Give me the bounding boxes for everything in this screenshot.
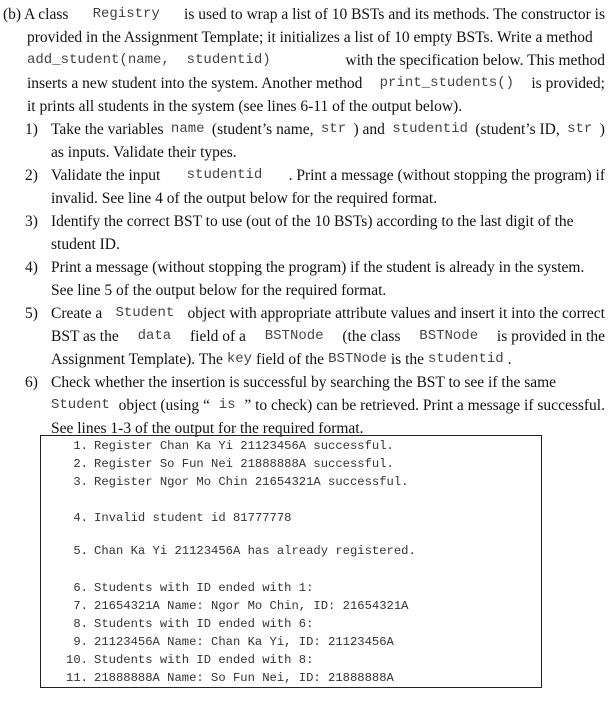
output-line-text: 21654321A Name: Ngor Mo Chin, ID: 21654321A: [94, 599, 409, 613]
output-line: [61, 542, 416, 560]
inline-code: is: [218, 397, 236, 413]
item-text: Take the variables: [51, 121, 164, 138]
output-line-number: 8.: [73, 617, 88, 631]
inline-code: name: [170, 121, 205, 137]
item-line: [51, 256, 605, 279]
item-line: [51, 394, 605, 417]
output-line: [61, 579, 313, 597]
item-line: [51, 118, 605, 141]
intro-line: [3, 95, 605, 118]
inline-code: BSTNode: [419, 328, 479, 344]
item-text: is the: [390, 351, 425, 368]
output-line-text: Register Chan Ka Yi 21123456A successful.: [94, 439, 394, 453]
output-line: [61, 509, 291, 527]
item-line: [51, 279, 605, 302]
item-line: [51, 325, 605, 348]
output-line-number: 2.: [73, 457, 88, 471]
output-line: [61, 455, 394, 473]
item-text: . Print a message (without stopping the program) if: [288, 167, 605, 184]
item-text: object (using “: [118, 397, 210, 414]
output-line-text: Students with ID ended with 6:: [94, 617, 314, 631]
intro-code: print_students(): [379, 75, 515, 91]
inline-code: studentid: [392, 121, 468, 137]
inline-code: data: [137, 328, 172, 344]
inline-code: studentid: [428, 351, 504, 367]
intro-line: [3, 26, 605, 49]
inline-code: Student: [51, 397, 110, 413]
output-line-text: Register Ngor Mo Chin 21654321A successful.: [94, 475, 409, 489]
inline-code: str: [320, 121, 347, 137]
output-line: [61, 633, 394, 651]
item-number: 1): [25, 121, 38, 138]
item-number: 4): [25, 259, 38, 276]
requirement-item: [25, 164, 605, 210]
item-number: 2): [25, 167, 38, 184]
item-number: 5): [25, 305, 38, 322]
output-line-text: Students with ID ended with 8:: [94, 653, 314, 667]
output-line-number: 6.: [73, 581, 88, 595]
item-text: (student’s ID,: [475, 121, 560, 138]
item-text: is provided in the: [496, 328, 605, 345]
item-text: ” to check) can be retrieved. Print a message if successful.: [244, 397, 605, 414]
item-text: object with appropriate attribute values and insert it into the correct: [187, 305, 605, 322]
output-line-number: 5.: [73, 544, 88, 558]
requirement-item: [25, 302, 605, 371]
item-text: student ID.: [51, 236, 120, 253]
requirements-list: [25, 118, 605, 440]
inline-code: key: [226, 351, 253, 367]
output-line-text: Register So Fun Nei 21888888A successful.: [94, 457, 394, 471]
output-line: [61, 669, 394, 687]
item-text: Assignment Template). The: [51, 351, 223, 368]
output-line: [61, 651, 313, 669]
output-line-text: Students with ID ended with 1:: [94, 581, 314, 595]
output-line-number: 1.: [73, 439, 88, 453]
item-text: field of the: [256, 351, 325, 368]
item-text: (the class: [342, 328, 401, 345]
output-line-number: 3.: [73, 475, 88, 489]
item-text: Check whether the insertion is successful by searching the BST to see if the same: [51, 374, 557, 391]
item-text: invalid. See line 4 of the output below for the required format.: [51, 190, 438, 207]
output-line-number: 9.: [73, 635, 88, 649]
item-text: Identify the correct BST to use (out of the 10 BSTs) according to the last digit of the: [51, 213, 574, 230]
inline-code: str: [567, 121, 593, 137]
output-line-text: 21888888A Name: So Fun Nei, ID: 21888888A: [94, 671, 394, 685]
sample-output-box: [40, 435, 542, 688]
inline-code: studentid: [186, 167, 263, 183]
output-line-number: 10.: [66, 653, 88, 667]
intro-code: add_student(name, studentid): [27, 52, 271, 68]
output-line-text: 21123456A Name: Chan Ka Yi, ID: 21123456A: [94, 635, 394, 649]
item-line: [51, 164, 605, 187]
output-line: [61, 615, 313, 633]
requirement-item: [25, 256, 605, 302]
output-line-number: 11.: [66, 671, 88, 685]
intro-text: (b) A class: [3, 6, 69, 23]
requirement-item: [25, 210, 605, 256]
output-line-number: 4.: [73, 511, 88, 525]
item-line: [51, 371, 605, 394]
item-text: Create a: [51, 305, 103, 322]
intro-paragraph: [3, 3, 605, 118]
item-text: as inputs. Validate their types.: [51, 144, 237, 161]
inline-code: BSTNode: [264, 328, 324, 344]
item-line: [51, 348, 605, 371]
item-line: [51, 187, 605, 210]
item-text: field of a: [189, 328, 246, 345]
inline-code: Student: [115, 305, 175, 321]
item-line: [51, 302, 605, 325]
output-line-number: 7.: [73, 599, 88, 613]
item-text: See lines 1-3 of the output for the required format.: [51, 420, 364, 437]
item-text: BST as the: [51, 328, 119, 345]
intro-text: with the specification below. This method: [345, 52, 605, 69]
intro-line: [3, 49, 605, 72]
item-number: 3): [25, 213, 38, 230]
item-text: See line 5 of the output below for the required format.: [51, 282, 387, 299]
output-line-text: Invalid student id 81777778: [94, 511, 292, 525]
item-number: 6): [25, 374, 38, 391]
item-line: [51, 233, 605, 256]
inline-code: BSTNode: [328, 351, 387, 367]
intro-text: provided in the Assignment Template; it initializes a list of 10 empty BSTs. Write a method: [27, 29, 593, 46]
item-text: ): [599, 121, 605, 138]
item-line: [51, 141, 605, 164]
intro-text: it prints all students in the system (see lines 6-11 of the output below).: [27, 98, 463, 115]
requirement-item: [25, 118, 605, 164]
intro-text: is provided;: [531, 75, 605, 92]
item-text: Print a message (without stopping the program) if the student is already in the system.: [51, 259, 585, 276]
item-text: ) and: [353, 121, 385, 138]
intro-text: inserts a new student into the system. Another method: [27, 75, 363, 92]
output-line: [61, 437, 394, 455]
output-line-text: Chan Ka Yi 21123456A has already registered.: [94, 544, 416, 558]
intro-line: [3, 72, 605, 95]
item-text: Validate the input: [51, 167, 161, 184]
output-line: [61, 473, 409, 491]
item-line: [51, 210, 605, 233]
item-text: .: [507, 351, 512, 368]
output-line: [61, 597, 409, 615]
intro-code: Registry: [92, 6, 160, 22]
requirement-item: [25, 371, 605, 440]
item-text: (student’s name,: [211, 121, 314, 138]
intro-line: [3, 3, 605, 26]
intro-text: is used to wrap a list of 10 BSTs and its methods. The constructor is: [184, 6, 605, 23]
